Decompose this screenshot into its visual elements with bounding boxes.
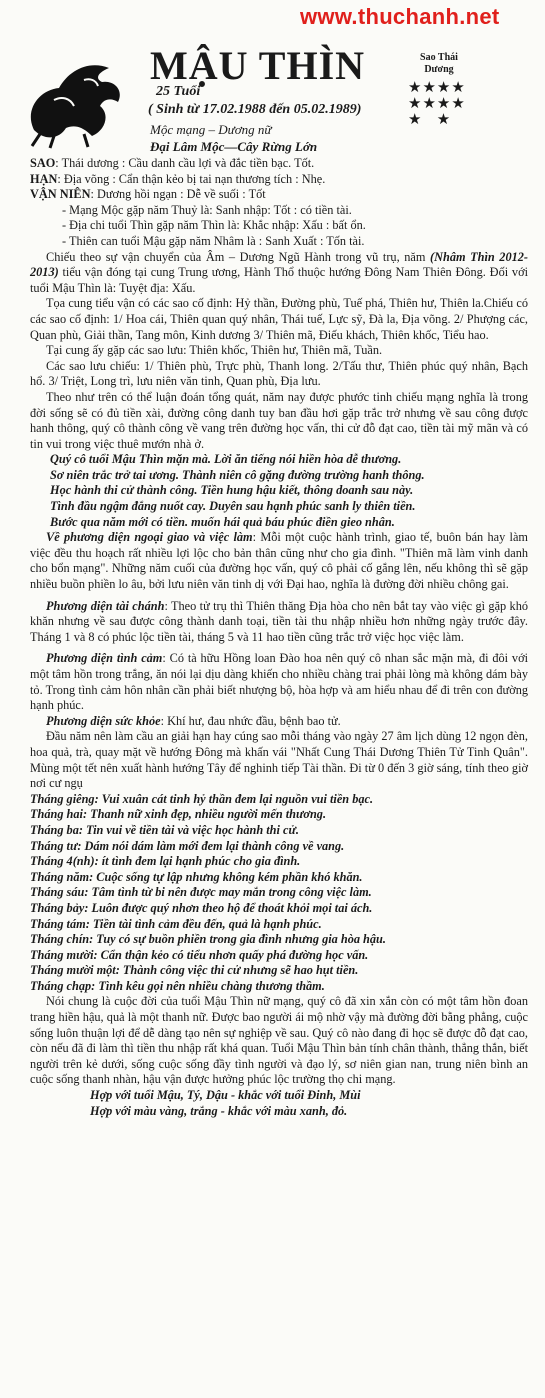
- month-line: Tháng chạp: Tình kêu gọi nên nhiều chàng thương thầm.: [30, 978, 325, 993]
- month-line: Tháng bảy: Luôn được quý nhơn theo hộ để thoát khỏi mọi tai ách.: [30, 900, 373, 915]
- paragraph: Các sao lưu chiếu: 1/ Thiên phù, Trực phù, Thanh long. 2/Tấu thư, Thiên phúc quý nhân, Bạch hổ. 3/ Triệt, Long trì, lưu niên văn tinh, Quan phù, Địa lưu.: [30, 358, 528, 389]
- compat-line: Hợp với tuổi Mậu, Tý, Dậu - khắc với tuổi Đinh, Mùi: [90, 1088, 361, 1103]
- month-line: Tháng ba: Tin vui về tiền tài và việc học hành thi cử.: [30, 822, 299, 837]
- van-line: [30, 187, 528, 203]
- suckhoe-text: : Khí hư, đau nhức đầu, bệnh bao tử.: [160, 713, 341, 728]
- dai-label: Đại Lâm Mộc—Cây Rừng Lớn: [150, 139, 318, 154]
- suc-khoe-section: [30, 714, 528, 730]
- paragraph: Tại cung ấy gặp các sao lưu: Thiên khốc, Thiên hư, Thiên mã, Tuần.: [46, 343, 383, 358]
- van-text: : Dương hồi ngạn : Dễ về suối : Tốt: [90, 187, 266, 202]
- tai-chanh-section: [30, 599, 528, 646]
- sub-line: - Mạng Mộc gặp năm Thuỷ là: Sanh nhập: Tốt : có tiền tài.: [62, 202, 352, 217]
- poem-line: Học hành thi cử thành công. Tiền hung hậu kiết, thông doanh sau này.: [50, 483, 414, 498]
- month-line: Tháng chín: Tuy có sự buồn phiền trong gia đình nhưng gia hòa hậu.: [30, 932, 386, 947]
- site-url: www.thuchanh.net: [300, 4, 500, 29]
- month-line: Tháng năm: Cuộc sống tự lập nhưng không kém phần khó khăn.: [30, 869, 363, 884]
- han-line: [30, 172, 528, 188]
- sao-text: : Thái dương : Cầu danh cầu lợi và đắc tiền bạc. Tốt.: [55, 156, 315, 170]
- compat-line: Hợp với màu vàng, trắng - khắc với màu xanh, đỏ.: [90, 1103, 348, 1118]
- birth-range: ( Sinh từ 17.02.1988 đến 05.02.1989): [148, 102, 362, 117]
- tinhcam-label: Phương diện tình cảm: [46, 651, 163, 666]
- ngoai-text: : Mỗi một cuộc hành trình, giao tế, buôn bán hay làm việc đều thu hoạch rất nhiều lợi lộc cho bản thân cũng như cho gia đình. "Thiên mã làm vinh danh cho bổn mạng". Những năm cuối của đường học vấn, quý cô phải cố gắng lên, nếu không thì sẽ gặp nhiều buồn phiền lo âu, bởi lưu niên văn tinh dị với Đại hao, nghĩa là đường đời nhiều chông gai.: [30, 530, 528, 592]
- ngoai-label: Về phương diện ngoại giao và việc làm: [46, 530, 253, 545]
- p1b: (Nhâm Thìn 2012-2013): [30, 249, 528, 280]
- content-body: [30, 156, 528, 1119]
- sub-line: - Địa chi tuổi Thìn gặp năm Thìn là: Khắc nhập: Xấu : bất ổn.: [62, 218, 366, 233]
- month-line: Tháng mười: Cẩn thận kẻo có tiểu nhơn quấy phá đường học vấn.: [30, 947, 369, 962]
- age-label: 25 Tuổi: [156, 84, 201, 99]
- poem-line: Quý cô tuổi Mậu Thìn mặn mà. Lời ăn tiếng nói hiền hòa dễ thương.: [50, 452, 402, 467]
- han-label: HẠN: [30, 171, 58, 186]
- tinh-cam-section: [30, 651, 528, 713]
- month-line: Tháng mười một: Thành công việc thi cử nhưng sẽ hao hụt tiền.: [30, 963, 359, 978]
- han-text: : Địa võng : Cẩn thận kẻo bị tai nạn thương tích : Nhẹ.: [57, 171, 326, 186]
- star-label: Sao Thái Dương: [420, 52, 458, 75]
- month-line: Tháng hai: Thanh nữ xinh đẹp, nhiều người mến thương.: [30, 807, 327, 822]
- van-label: VẬN NIÊN: [30, 187, 91, 202]
- sao-line: [30, 156, 528, 172]
- month-line: Tháng tư: Dám nói dám làm mới đem lại thành công về vang.: [30, 838, 345, 853]
- paragraph: Theo như trên có thể luận đoán tổng quát, năm nay được phước tinh chiếu mạng nghĩa là trong đời sống sẽ có đủ tiền xài, đường công danh tuy ban đầu hơi gặp trắc trở nhưng về sau công được hanh thông, quý cô thành công về vang trên đường học vấn, thi cử đỗ đạt cao, tiền tài mỹ mãn và có tin vui trong việc thuê mướn nhà ở.: [30, 389, 528, 451]
- poem-line: Sơ niên trắc trở tai ương. Thành niên cô gặng đường trường hanh thông.: [50, 467, 425, 482]
- month-line: Tháng sáu: Tâm tình từ bi nên được may mắn trong công việc làm.: [30, 885, 372, 900]
- paragraph: Tọa cung tiểu vận có các sao cố định: Hỷ thần, Đường phù, Tuế phá, Thiên hư, Thiên la.Chiếu có các sao cố định: 1/ Hoa cái, Thiên quan quý nhân, Thái tuế, Lực sỹ, Đà la, Địa võng. 2/ Phượng các, Quan phù, Giải thần, Tang môn, Kinh dương 3/ Thiên mã, Điếu khách, Thiên khốc, Tiểu hao.: [30, 296, 528, 342]
- paragraph: [30, 250, 528, 297]
- p1c: tiểu vận đóng tại cung Trung ương, Hành Thổ thuộc hướng Đông Nam Thiên Đông. Đối với tuổi Mậu Thìn là: Tuyệt địa: Xấu.: [30, 265, 528, 295]
- sao-label: SAO: [30, 156, 56, 170]
- giai-han-paragraph: Đầu năm nên làm cầu an giải hạn hay cúng sao mỗi tháng vào ngày 27 âm lịch dùng 12 ngọn đèn, hoa quả, trà, quay mặt về hướng Đông mà khấn vái "Nhất Cung Thái Dương Thiên Tử Tinh Quân". Mùng một tết nên xuất hành hướng Tây để nghinh tiếp Tài thần. Đi từ 0 đến 3 giờ sáng, tính theo giờ nơi cư ngụ: [30, 729, 528, 791]
- dragon-icon: [14, 50, 132, 150]
- menh-label: Mộc mạng – Dương nữ: [150, 122, 272, 137]
- star-icons: ★★★★ ★★★★ ★ ★: [408, 80, 466, 128]
- poem-line: Tình đầu ngậm đắng nuốt cay. Duyên sau hạnh phúc sanh ly thiên tiền.: [50, 499, 416, 514]
- taichanh-text: : Theo tử trụ thì Thiên thăng Địa hòa cho nên bắt tay vào việc gì gặp khó khăn nhưng về sau được công thành danh toại, tiền tài thu nhập nhiều hơn những ngày trước đây. Tháng 1 và 8 có phúc lộc tiền tài, tháng 5 và 11 hao tiền cũng trắc trở việc học việc làm.: [30, 598, 529, 644]
- suckhoe-label: Phương diện sức khỏe: [46, 713, 161, 728]
- poem-line: Bước qua năm mới có tiền. muốn hái quả báu phúc điền gieo nhân.: [50, 514, 395, 529]
- month-line: Tháng tám: Tiền tài tình cảm đều đến, quả là hạnh phúc.: [30, 916, 322, 931]
- p1a: Chiếu theo sự vận chuyển của Âm – Dương Ngũ Hành trong vũ trụ, năm: [46, 249, 430, 264]
- page-title: MẬU THÌN: [150, 43, 366, 88]
- conclusion-paragraph: Nói chung là cuộc đời của tuổi Mậu Thìn nữ mạng, quý cô đã xin xắn còn có một tâm hồn đoan trang hiền hậu, quả là một thanh nữ. Được bao người ái mộ nhờ vậy mà đường đời bằng phẳng, cuộc sống luôn thuận lợi để dễ dàng tạo nên sự nghiệp về sau. Quý cô nào đang đi học sẽ được đỗ đạt cao, còn nếu đã đi làm thì tiền thu nhập rất khá quan. Tuổi Mậu Thìn bản tính chân thành, thẳng thắn, biết người trên kẻ dưới, sống cuộc sống đầy tình người và đạo lý, sơ niên gian nan, trung niên bình an cuộc sống thanh nhàn, hậu vận được hưởng phúc lộc trường thọ chi mạng.: [30, 994, 528, 1087]
- sub-line: - Thiên can tuổi Mậu gặp năm Nhâm là : Sanh Xuất : Tốn tài.: [62, 233, 365, 248]
- ngoai-giao-section: [30, 530, 528, 592]
- tinhcam-text: : Có tà hữu Hồng loan Đào hoa nên quý cô nhan sắc mặn mà, đi đôi với một tâm hồn trong trắng, ăn nói lại dịu dàng khiến cho nhiều chàng trai phải lòng mà không dám bày tỏ. Trong tình cảm hôn nhân cần phải biết nhượng bộ, hòa hợp và am hiểu nhau để đi trên con đường hạnh phúc.: [30, 651, 528, 713]
- month-line: Tháng 4(nh): ít tình đem lại hạnh phúc cho gia đình.: [30, 854, 301, 869]
- taichanh-label: Phương diện tài chánh: [46, 598, 165, 613]
- month-line: Tháng giêng: Vui xuân cát tinh hỷ thần đem lại nguồn vui tiền bạc.: [30, 791, 374, 806]
